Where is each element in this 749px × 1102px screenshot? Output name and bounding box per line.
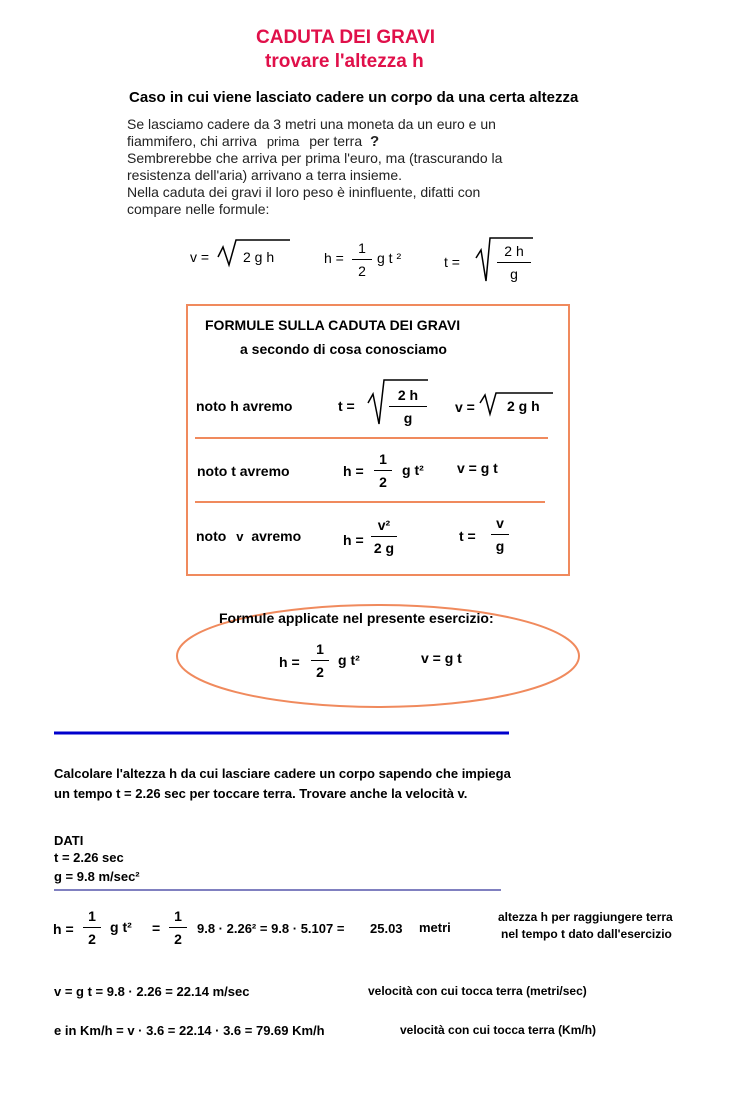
sol-kmh-line: e in Km/h = v · 3.6 = 22.14 · 3.6 = 79.69 Km/h (54, 1023, 325, 1038)
row1-t-lhs: t = (338, 398, 355, 414)
top-t-lhs: t = (444, 254, 460, 270)
row1-v-lhs: v = (455, 399, 475, 415)
intro-line: resistenza dell'aria) arrivano a terra insieme. (127, 167, 403, 183)
problem-line: Calcolare l'altezza h da cui lasciare cadere un corpo sapendo che impiega (54, 766, 511, 781)
case-heading: Caso in cui viene lasciato cadere un corpo da una certa altezza (129, 89, 579, 106)
top-h-rhs: g t ² (377, 250, 402, 266)
sol-h-unit: metri (419, 920, 451, 935)
page-subtitle: trovare l'altezza h (265, 51, 424, 72)
applied-h-fraction: 1 2 (311, 640, 329, 681)
sol-h-result: 25.03 (370, 921, 403, 936)
top-v-radicand: 2 g h (243, 249, 275, 265)
problem-line: un tempo t = 2.26 sec per toccare terra. Trovare anche la velocità v. (54, 786, 468, 801)
applied-h-lhs: h = (279, 654, 300, 670)
sol-h-note: altezza h per raggiungere terra (498, 910, 673, 924)
sol-h-note: nel tempo t dato dall'esercizio (501, 927, 672, 941)
dati-label: DATI (54, 833, 84, 848)
applied-h-rhs: g t² (338, 652, 360, 668)
formula-box-title: FORMULE SULLA CADUTA DEI GRAVI (205, 317, 461, 333)
row-noto-h-label: noto h avremo (196, 398, 293, 414)
sol-v-line: v = g t = 9.8 · 2.26 = 22.14 m/sec (54, 984, 250, 999)
intro-line: fiammifero, chi arriva prima per terra ? (127, 133, 380, 150)
sol-eq: = (152, 920, 161, 936)
top-h-fraction: 1 2 (352, 239, 372, 280)
row-noto-t-label: noto t avremo (197, 463, 290, 479)
page-title: CADUTA DEI GRAVI (256, 27, 436, 48)
row3-t-fraction: v g (491, 514, 509, 555)
row1-v-radicand: 2 g h (507, 398, 540, 414)
sol-fraction-1: 1 2 (83, 907, 101, 948)
intro-line: compare nelle formule: (127, 201, 270, 217)
sol-v-note: velocità con cui tocca terra (metri/sec) (368, 984, 587, 998)
row3-h-lhs: h = (343, 532, 364, 548)
top-v-lhs: v = (190, 249, 210, 265)
intro-line: Sembrerebbe che arriva per prima l'euro, ma (trascurando la (127, 150, 503, 166)
sol-calc: 9.8 · 2.26² = 9.8 · 5.107 = (197, 921, 345, 936)
row3-t-lhs: t = (459, 528, 476, 544)
intro-line: Se lasciamo cadere da 3 metri una moneta da un euro e un (127, 116, 496, 132)
formula-box-subtitle: a secondo di cosa conosciamo (240, 341, 447, 357)
applied-title: Formule applicate nel presente esercizio: (219, 610, 494, 626)
top-h-lhs: h = (324, 250, 344, 266)
sol-gt: g t² (110, 919, 132, 935)
sol-h-lhs: h = (53, 921, 74, 937)
row1-t-fraction: 2 h g (389, 386, 427, 427)
applied-v: v = g t (421, 650, 462, 666)
box-row-divider (195, 501, 545, 503)
sol-fraction-2: 1 2 (169, 907, 187, 948)
row2-h-rhs: g t² (402, 462, 424, 478)
top-t-fraction: 2 h g (497, 242, 531, 283)
row2-v: v = g t (457, 460, 498, 476)
row3-h-fraction: v² 2 g (371, 516, 397, 557)
intro-line: Nella caduta dei gravi il loro peso è ininfluente, difatti con (127, 184, 481, 200)
sol-kmh-note: velocità con cui tocca terra (Km/h) (400, 1023, 597, 1037)
row-noto-v-label: noto v avremo (196, 528, 302, 544)
dati-t: t = 2.26 sec (54, 850, 124, 865)
dati-g: g = 9.8 m/sec² (54, 869, 140, 884)
row2-h-lhs: h = (343, 463, 364, 479)
box-row-divider (195, 437, 548, 439)
row2-h-fraction: 1 2 (374, 450, 392, 491)
